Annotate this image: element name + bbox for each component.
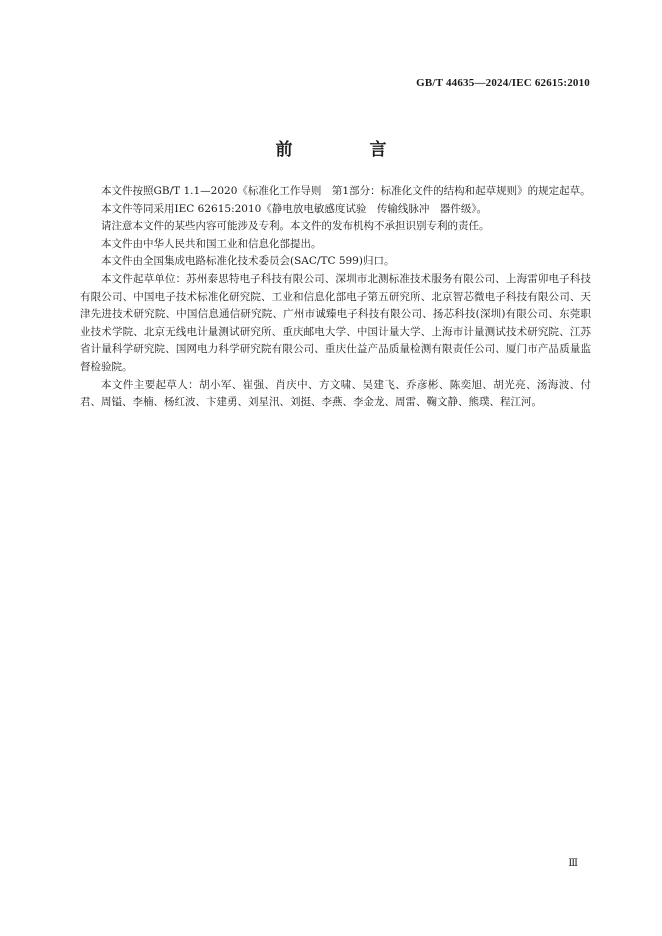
paragraph-drafting-rules: 本文件按照GB/T 1.1—2020《标准化工作导则 第1部分：标准化文件的结构和起草规则》的规定起草。 xyxy=(101,185,591,197)
page-title: 前 言 xyxy=(275,140,417,160)
foreword-body xyxy=(80,183,591,412)
paragraph-iec-adoption: 本文件等同采用IEC 62615:2010《静电放电敏感度试验 传输线脉冲 器件级》。 xyxy=(101,202,488,215)
standard-code: GB/T 44635—2024/IEC 62615:2010 xyxy=(416,77,590,89)
paragraph-patent-notice: 请注意本文件的某些内容可能涉及专利。本文件的发布机构不承担识别专利的责任。 xyxy=(101,220,490,233)
page-number: Ⅲ xyxy=(568,858,578,869)
paragraph-drafting-units: 本文件起草单位：苏州泰思特电子科技有限公司、深圳市北测标准技术服务有限公司、上海雷卯电子科技有限公司、中国电子技术标准化研究院、工业和信息化部电子第五研究所、北京智芯微电子科技有限公司、天津先进技术研究院、中国信息通信研究院、广州市诚臻电子科技有限公司、扬芯科技(深圳)有限公司、东莞职业技术学院、北京无线电计量测试研究所、重庆邮电大学、中国计量大学、上海市计量测试技术研究院、江苏省计量科学研究院、国网电力科学研究院有限公司、重庆仕益产品质量检测有限责任公司、厦门市产品质量监督检验院。 xyxy=(80,272,591,373)
paragraph-committee: 本文件由全国集成电路标准化技术委员会(SAC/TC 599)归口。 xyxy=(101,255,395,268)
paragraph-drafters: 本文件主要起草人：胡小军、崔强、肖庆中、方文啸、吴建飞、乔彦彬、陈奕旭、胡光亮、汤海波、付君、周镒、李楠、杨红波、卞建勇、刘星汛、刘挺、李燕、李金龙、周雷、鞠文静、熊璞、程江河。 xyxy=(80,378,591,409)
paragraph-proposer: 本文件由中华人民共和国工业和信息化部提出。 xyxy=(101,237,322,250)
